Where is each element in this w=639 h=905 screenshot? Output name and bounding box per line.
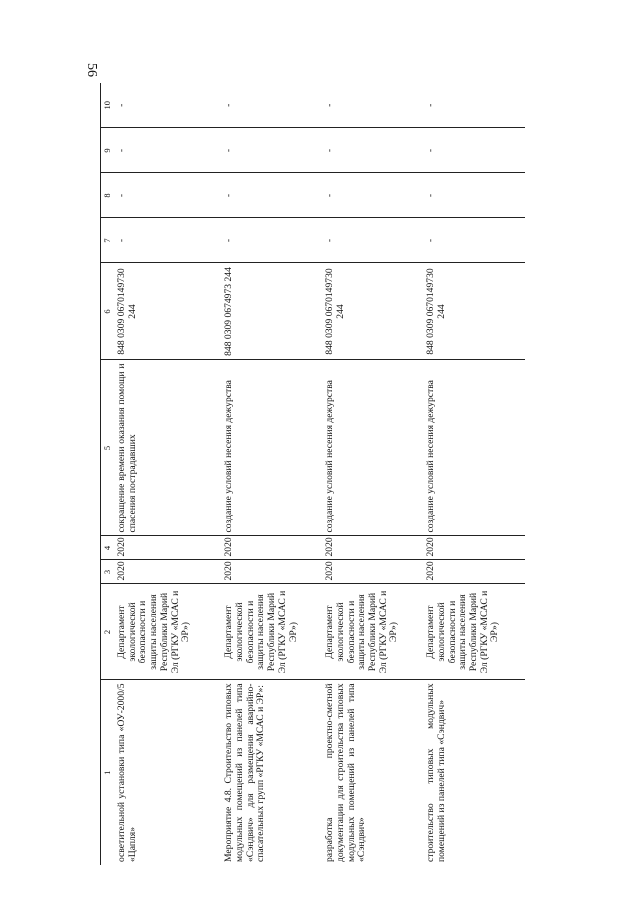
expected-result-cell: сокращение времени оказания помощи и спасения пострадавших <box>115 360 222 536</box>
table-row <box>323 83 424 865</box>
measure-name-cell: осветительной установки типа «ОУ-2000/5 «Цапля» <box>115 680 222 865</box>
table-row <box>115 83 222 865</box>
executor-cell: Департамент экологической безопасности и защиты населения Республики Марий Эл (РГКУ «МСАС и ЭР») <box>323 584 424 680</box>
expected-result-cell: создание условий несения дежурства <box>222 360 323 536</box>
budget-code-cell: 848 0309 0670149730 244 <box>424 263 525 360</box>
value-cell-7: - <box>115 218 222 263</box>
page-number: 56 <box>84 63 99 77</box>
measure-name-cell: строительство типовых модульных помещений из панелей типа «Сэндвич» <box>424 680 525 865</box>
value-cell-10: - <box>223 103 235 107</box>
table-row <box>222 83 323 865</box>
budget-code-cell: 848 0309 0674973 244 <box>222 263 323 360</box>
executor-cell: Департамент экологической безопасности и защиты населения Республики Марий Эл (РГКУ «МСАС и ЭР») <box>222 584 323 680</box>
start-year-cell: 2020 <box>222 560 323 584</box>
table-row <box>424 83 525 865</box>
col-header-3: 3 <box>101 560 116 584</box>
value-cell-8: - <box>115 173 222 218</box>
col-header-7: 7 <box>101 218 116 263</box>
value-cell-9: - <box>222 128 323 173</box>
budget-code-cell: 848 0309 0670149730 244 <box>323 263 424 360</box>
expected-result-cell: создание условий несения дежурства <box>424 360 525 536</box>
end-year-cell: 2020 <box>424 536 525 560</box>
value-cell-7: - <box>323 218 424 263</box>
measure-name-cell: разработка проектно-сметной документации для строительства типовых модульных помещений из панелей типа «Сэндвич» <box>323 680 424 865</box>
col-header-5: 5 <box>101 360 116 536</box>
end-year-cell: 2020 <box>222 536 323 560</box>
col-header-1: 1 <box>101 680 116 865</box>
col-header-6: 6 <box>101 263 116 360</box>
expected-result-cell: создание условий несения дежурства <box>323 360 424 536</box>
value-cell-10: - <box>425 103 437 107</box>
executor-cell: Департамент экологической безопасности и защиты населения Республики Марий Эл (РГКУ «МСАС и ЭР») <box>115 584 222 680</box>
col-header-9: 9 <box>101 128 116 173</box>
value-cell-8: - <box>424 173 525 218</box>
value-cell-9: - <box>424 128 525 173</box>
column-number-header-row <box>101 83 116 865</box>
start-year-cell: 2020 <box>424 560 525 584</box>
program-measures-table <box>100 83 525 865</box>
end-year-cell: 2020 <box>115 536 222 560</box>
executor-cell: Департамент экологической безопасности и защиты населения Республики Марий Эл (РГКУ «МСАС и ЭР») <box>424 584 525 680</box>
col-header-8: 8 <box>101 173 116 218</box>
rotated-table-container <box>100 83 525 865</box>
col-header-4: 4 <box>101 536 116 560</box>
value-cell-8: - <box>323 173 424 218</box>
value-cell-10: - <box>324 103 336 107</box>
value-cell-7: - <box>424 218 525 263</box>
end-year-cell: 2020 <box>323 536 424 560</box>
value-cell-7: - <box>222 218 323 263</box>
value-cell-8: - <box>222 173 323 218</box>
value-cell-10: - <box>116 103 127 107</box>
start-year-cell: 2020 <box>323 560 424 584</box>
col-header-10: 10 <box>101 83 116 128</box>
col-header-2: 2 <box>101 584 116 680</box>
start-year-cell: 2020 <box>115 560 222 584</box>
value-cell-9: - <box>115 128 222 173</box>
measure-name-cell: Мероприятие 4.8. Строительство типовых модульных помещений из панелей типа «Сэндвич» для размещения аварийно-спасательных групп «РГКУ «МСАС и ЭР»: <box>222 680 323 865</box>
budget-code-cell: 848 0309 0670149730 244 <box>115 263 222 360</box>
value-cell-9: - <box>323 128 424 173</box>
